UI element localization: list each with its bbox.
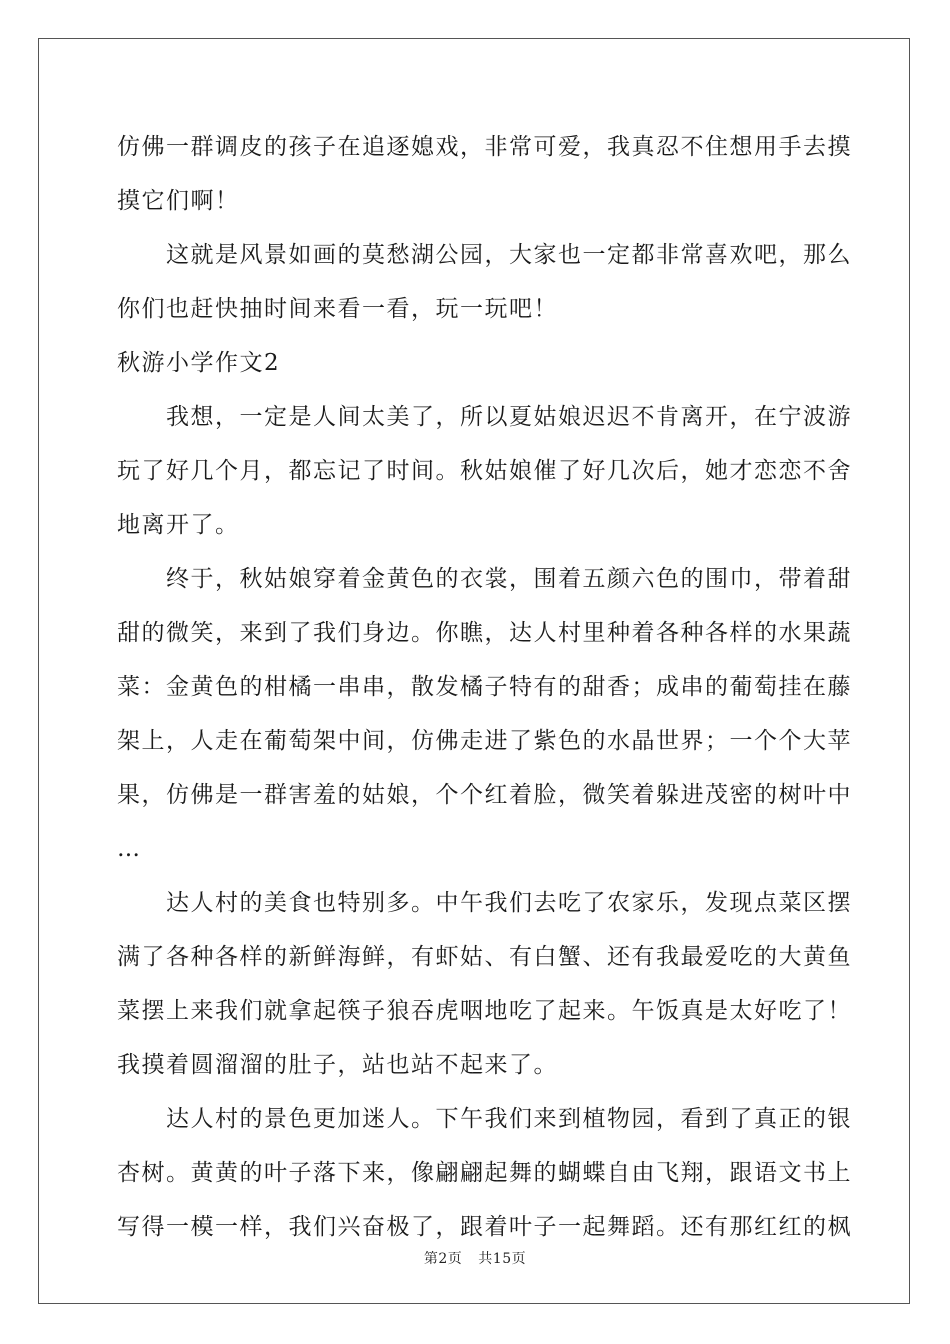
text-line: 写得一模一样，我们兴奋极了，跟着叶子一起舞蹈。还有那红红的枫 [117, 1214, 852, 1240]
text-line: 你们也赶快抽时间来看一看，玩一玩吧！ [117, 296, 558, 322]
section-heading: 秋游小学作文2 [117, 350, 281, 376]
text-line: 摸它们啊！ [117, 188, 240, 214]
paragraph-start: 我想，一定是人间太美了，所以夏姑娘迟迟不肯离开，在宁波游 [166, 404, 852, 430]
document-body [117, 120, 852, 1254]
text-line: 杏树。黄黄的叶子落下来，像翩翩起舞的蝴蝶自由飞翔，跟语文书上 [117, 1160, 852, 1186]
text-line: 满了各种各样的新鲜海鲜，有虾姑、有白蟹、还有我最爱吃的大黄鱼 [117, 944, 852, 970]
text-line: 玩了好几个月，都忘记了时间。秋姑娘催了好几次后，她才恋恋不舍 [117, 458, 852, 484]
text-line: … [117, 836, 142, 862]
text-line: 地离开了。 [117, 512, 240, 538]
text-line: 菜：金黄色的柑橘一串串，散发橘子特有的甜香；成串的葡萄挂在藤 [117, 674, 852, 700]
text-line: 甜的微笑，来到了我们身边。你瞧，达人村里种着各种各样的水果蔬 [117, 620, 852, 646]
paragraph-start: 达人村的美食也特别多。中午我们去吃了农家乐，发现点菜区摆 [166, 890, 852, 916]
total-pages: 共15页 [478, 1251, 527, 1267]
paragraph-start: 这就是风景如画的莫愁湖公园，大家也一定都非常喜欢吧，那么 [166, 242, 852, 268]
paragraph-start: 终于，秋姑娘穿着金黄色的衣裳，围着五颜六色的围巾，带着甜 [166, 566, 852, 592]
page-number: 第2页 [423, 1251, 463, 1267]
text-line: 架上，人走在葡萄架中间，仿佛走进了紫色的水晶世界；一个个大苹 [117, 728, 852, 754]
paragraph-start: 达人村的景色更加迷人。下午我们来到植物园，看到了真正的银 [166, 1106, 852, 1132]
text-line: 果，仿佛是一群害羞的姑娘，个个红着脸，微笑着躲进茂密的树叶中 [117, 782, 852, 808]
page-footer [0, 1248, 950, 1268]
text-line: 我摸着圆溜溜的肚子，站也站不起来了。 [117, 1052, 558, 1078]
text-line: 仿佛一群调皮的孩子在追逐媳戏，非常可爱，我真忍不住想用手去摸 [117, 134, 852, 160]
text-line: 菜摆上来我们就拿起筷子狼吞虎咽地吃了起来。午饭真是太好吃了！ [117, 998, 852, 1024]
